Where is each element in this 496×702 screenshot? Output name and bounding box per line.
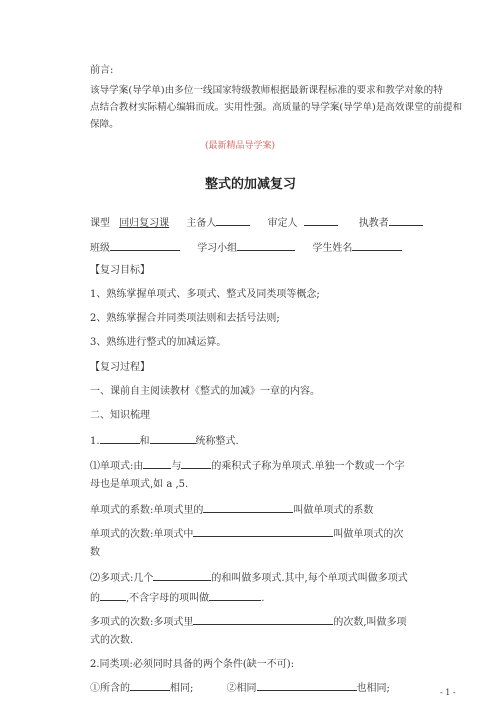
blank-5c[interactable] [209,590,261,601]
item-monomial [90,458,405,473]
text: 叫做单项式的系数 [293,505,374,516]
process-step-2: 二、知识梳理 [90,410,150,421]
blank-5a[interactable] [153,570,211,581]
item-degree [90,526,403,541]
text: 的 [90,593,100,604]
blank-1a[interactable] [100,433,140,444]
reviewer-label: 审定人 [267,218,298,229]
text: 多项式的次数:多项式里 [90,617,194,628]
item-poly-degree-cont: 式的次数. [90,635,134,646]
blank-8b[interactable] [257,680,357,691]
text: 的乘积式子称为单项式.单独一个数或一个字 [211,461,405,472]
blank-2a[interactable] [143,458,171,469]
group-blank[interactable] [237,240,295,251]
preface-heading: 前言: [90,65,114,76]
text: ②相同 [226,683,257,694]
text: 和 [139,436,150,447]
text: 的次数,叫做多项 [333,617,407,628]
text: 相同; [170,683,194,694]
text: 也相同; [356,683,390,694]
teacher-label: 执教者 [358,218,389,229]
goal-item: 2、熟练掌握合并同类项法则和去括号法则; [90,313,280,324]
text: 单项式的次数:单项式中 [90,529,194,540]
item-polynomial [90,570,408,585]
info-row-2 [90,240,402,255]
reviewer-blank[interactable] [304,215,338,226]
text: 单项式的系数:单项式里的 [90,505,204,516]
text: 的和叫做多项式.其中,每个单项式叫做多项式 [211,573,408,584]
text: 叫做单项式的次 [333,529,404,540]
blank-1b[interactable] [150,433,196,444]
info-row-1 [90,215,423,230]
page-number: - 1 - [440,688,456,697]
text: ⑴单项式:由 [90,461,144,472]
goal-item: 3、熟练进行整式的加减运算。 [90,337,227,348]
item-1 [90,433,239,448]
blank-5b[interactable] [100,590,126,601]
class-blank[interactable] [110,240,180,251]
text: . [261,593,265,604]
item-polynomial-cont [90,590,264,605]
text: ①所含的 [90,683,130,694]
preparer-label: 主备人 [186,218,217,229]
blank-2b[interactable] [181,458,211,469]
blank-6[interactable] [193,614,333,625]
blank-8a[interactable] [130,680,170,691]
preface-tag: (最新精品导学案) [205,141,276,151]
item-coefficient [90,502,373,517]
blank-3[interactable] [203,502,293,513]
blank-4[interactable] [193,526,333,537]
preface-line-1: 该导学案(导学单)由多位一线国家特级教师根据最新课程标准的要求和教学对象的特 [90,85,443,96]
text: 1. [90,436,100,447]
item-degree-cont: 数 [90,547,100,558]
student-blank[interactable] [352,240,402,251]
class-label: 班级 [90,243,110,254]
course-type-label: 课型 [90,218,110,229]
student-label: 学生姓名 [312,243,353,254]
item-monomial-cont: 母也是单项式,如 a ,5. [90,479,189,490]
text: ,不含字母的项叫做 [126,593,210,604]
document-title: 整式的加减复习 [205,177,297,192]
teacher-blank[interactable] [389,215,423,226]
item-like-terms: 2.同类项:必须同时具备的两个条件(缺一不可): [90,659,295,670]
goal-item: 1、熟练掌握单项式、多项式、整式及同类项等概念; [90,289,320,300]
item-like-terms-conditions [90,680,390,695]
preface-line-2: 点结合教材实际精心编辑而成。实用性强。高质量的导学案(导学单)是高效课堂的前提和 [90,102,463,113]
course-type-value: 回归复习课 [119,218,170,229]
text: 与 [171,461,182,472]
process-step-1: 一、课前自主阅读教材《整式的加减》一章的内容。 [90,386,320,397]
item-poly-degree [90,614,407,629]
text: 统称整式. [195,436,239,447]
goals-heading: 【复习目标】 [90,265,150,276]
preface-line-3: 保障。 [90,119,119,130]
preparer-blank[interactable] [216,215,250,226]
text: ⑵多项式:几个 [90,573,154,584]
group-label: 学习小组 [197,243,238,254]
process-heading: 【复习过程】 [90,362,150,373]
